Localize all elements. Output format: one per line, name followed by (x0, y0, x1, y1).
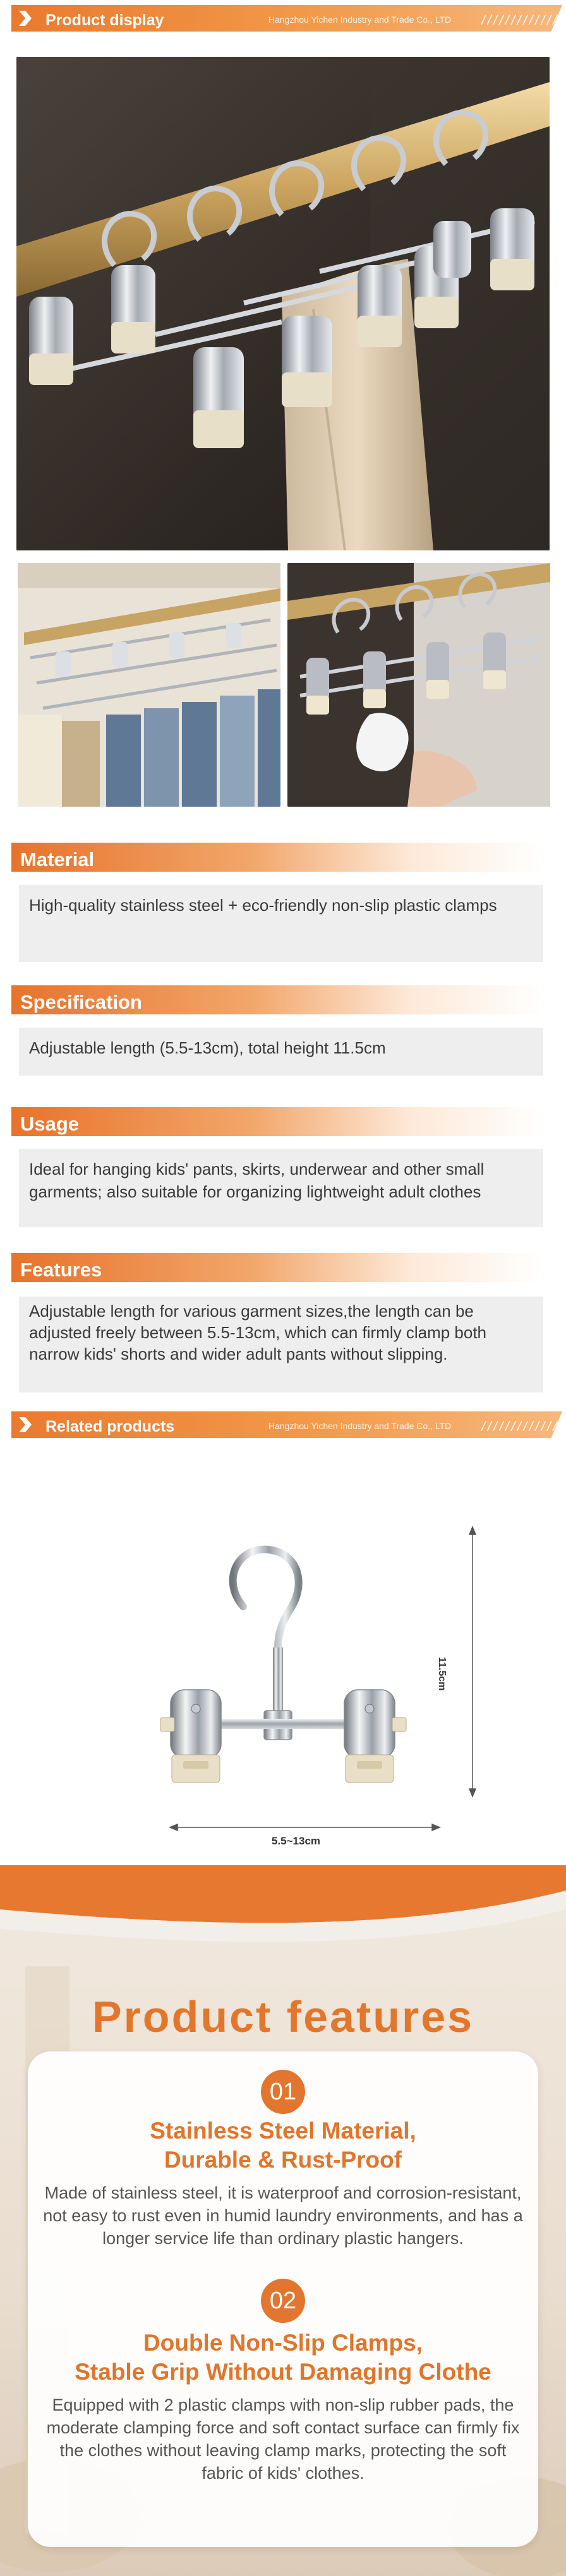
clip-hanger-photo (16, 57, 550, 550)
width-dimension-label: 5.5~13cm (272, 1835, 321, 1847)
usage-label (11, 1107, 543, 1136)
main-product-photo (16, 57, 550, 550)
company-name: Hangzhou Yichen Industry and Trade Co., LTD (268, 15, 452, 25)
feature-01-heading-line2: Durable & Rust-Proof (164, 2147, 402, 2173)
features-label-text: Features (20, 1259, 102, 1281)
feature-02-heading-line2: Stable Grip Without Damaging Clothe (75, 2359, 491, 2385)
feature-number-02: 02 (261, 2279, 305, 2323)
feature-01-heading-line1: Stainless Steel Material, (150, 2118, 416, 2144)
section-title: Product display (45, 11, 164, 29)
hanger-dimension-illustration (126, 1512, 480, 1878)
specification-label (11, 985, 543, 1014)
features-text: Adjustable length for various garment sizes,the length can be adjusted freely between 5.5-13cm, which can firmly clamp both narrow kids' shorts and wider adult pants without slipping. (19, 1297, 543, 1392)
feature-02-body: Equipped with 2 plastic clamps with non-slip rubber pads, the moderate clamping force and soft contact surface can firmly fix the clothes without leaving clamp marks, protecting the soft fabric of kids' clothes. (46, 2395, 520, 2483)
secondary-photo-right (287, 563, 550, 807)
usage-text: Ideal for hanging kids' pants, skirts, underwear and other small garments; also suitable for organizing lightweight adult clothes (19, 1149, 543, 1227)
features-label (11, 1253, 543, 1282)
specification-text: Adjustable length (5.5-13cm), total height 11.5cm (19, 1028, 543, 1076)
product-features-title: Product features (92, 1992, 474, 2041)
feature-02-heading-line1: Double Non-Slip Clamps, (143, 2330, 423, 2356)
material-label (11, 843, 543, 872)
section-title: Related products (45, 1418, 175, 1435)
product-display-header (0, 0, 566, 37)
chevron-right-icon (16, 1416, 34, 1433)
secondary-photo-left (18, 563, 280, 807)
decorative-slashes: ////////////// (480, 13, 564, 27)
feature-01-body: Made of stainless steel, it is waterproof and corrosion-resistant, not easy to rust even in humid laundry environments, and has a longer service life than ordinary plastic hangers. (43, 2183, 523, 2248)
specification-label-text: Specification (20, 991, 142, 1013)
chevron-right-icon (16, 9, 34, 27)
material-text: High-quality stainless steel + eco-friendly non-slip plastic clamps (19, 885, 543, 962)
feature-number-01: 01 (261, 2070, 305, 2114)
height-dimension-label: 11.5cm (437, 1657, 447, 1691)
dimension-diagram (126, 1512, 480, 1878)
material-label-text: Material (20, 848, 95, 870)
company-name: Hangzhou Yichen Industry and Trade Co., LTD (268, 1421, 452, 1431)
usage-label-text: Usage (20, 1113, 80, 1135)
sock-hanger-photo (287, 563, 550, 807)
related-products-header (0, 1406, 566, 1443)
decorative-slashes: ////////////// (480, 1419, 564, 1433)
pants-rack-photo (18, 563, 280, 807)
